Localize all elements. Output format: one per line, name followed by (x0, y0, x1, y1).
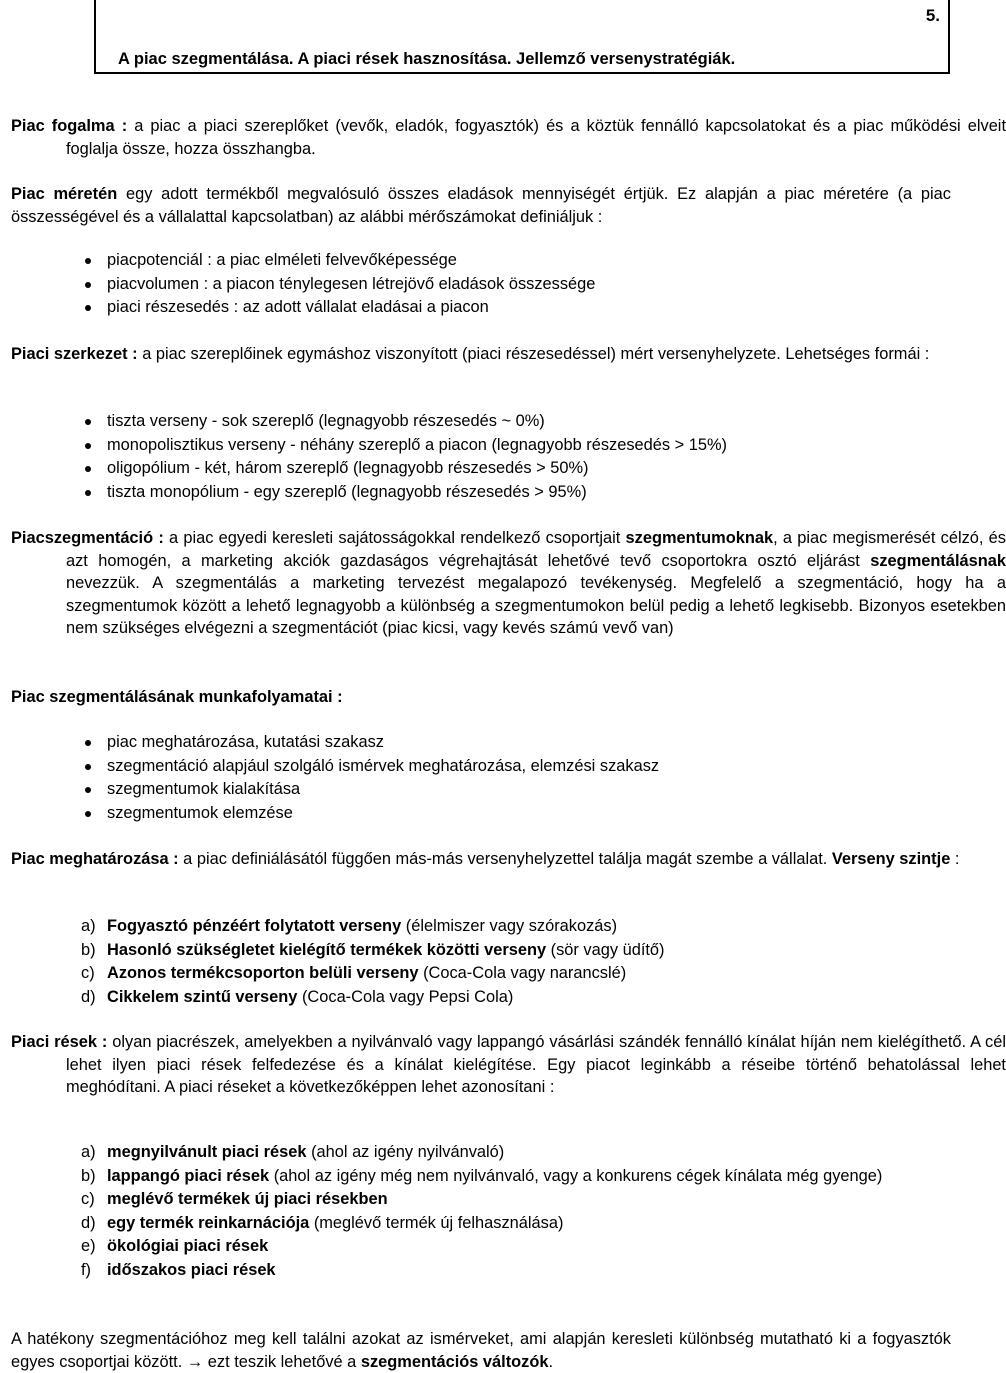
list-item-bold: időszakos piaci rések (107, 1260, 276, 1279)
list-letter: a) (81, 917, 96, 935)
piac-meghatarozasa-paragraph (11, 848, 1006, 871)
list-item-bold: Azonos termékcsoporton belüli verseny (107, 964, 419, 983)
piaci-szerkezet-paragraph (11, 343, 951, 366)
zaro-paragraph (11, 1328, 951, 1373)
meroszamok-list (11, 249, 951, 320)
szegmentacio-text-1: a piac egyedi keresleti sajátosságokkal rendelkező csoportjait (163, 529, 626, 547)
list-item-rest: (meglévő termék új felhasználása) (309, 1213, 564, 1232)
piaci-resek-term: Piaci rések : (11, 1033, 108, 1051)
list-item-bold: Cikkelem szintű verseny (107, 987, 298, 1006)
zaro-text-3: . (548, 1352, 554, 1371)
list-item-rest: (Coca-Cola vagy Pepsi Cola) (297, 987, 514, 1006)
list-item-bold: meglévő termékek új piaci résekben (107, 1190, 388, 1209)
list-item (11, 1259, 951, 1283)
munkafolyamat-title: Piac szegmentálásának munkafolyamatai : (11, 688, 343, 706)
list-letter: f) (81, 1260, 92, 1279)
list-item: piac meghatározása, kutatási szakasz (11, 731, 951, 755)
munkafolyamat-heading (11, 686, 951, 709)
piac-fogalma-term: Piac fogalma : (11, 117, 128, 135)
list-item-bold: ökológiai piaci rések (107, 1237, 269, 1256)
res-tipusok-list (11, 1141, 951, 1283)
list-letter: c) (81, 1190, 95, 1209)
szegmentacio-text-2: , a piac megismerését célzó, és azt homogén, a marketing akciók gazdaságos végrehajtását lehetővé tevő csoportokra osztó eljárást (66, 529, 1006, 570)
list-letter: d) (81, 1213, 96, 1232)
list-item: monopolisztikus verseny - néhány szereplő a piacon (legnagyobb részesedés > 15%) (11, 434, 951, 458)
list-item (11, 915, 951, 939)
piaci-resek-paragraph (11, 1031, 1006, 1099)
list-item: piacpotenciál : a piac elméleti felvevőképessége (11, 249, 951, 273)
list-item: oligopólium - két, három szereplő (legnagyobb részesedés > 50%) (11, 457, 951, 481)
piac-meghatarozasa-text: a piac definiálásától függően más-más versenyhelyzettel találja magát szembe a vállalat. (178, 850, 832, 868)
arrow-right-icon: → (186, 1352, 204, 1371)
list-item-bold: Hasonló szükségletet kielégítő termékek közötti verseny (107, 940, 547, 959)
list-item-rest: (élelmiszer vagy szórakozás) (401, 917, 618, 935)
list-item: piacvolumen : a piacon ténylegesen létrejövő eladások összessége (11, 273, 951, 297)
list-item: tiszta verseny - sok szereplő (legnagyobb részesedés ~ 0%) (11, 410, 951, 434)
page-number: 5. (925, 6, 940, 25)
list-item (11, 939, 951, 963)
piac-fogalma-text: a piac a piaci szereplőket (vevők, eladók, fogyasztók) és a köztük fennálló kapcsolatokat és a piac működési elveit foglalja össze, hozza összhangba. (66, 117, 1006, 158)
piac-meghatarozasa-colon: : (950, 850, 960, 868)
formak-list (11, 410, 951, 504)
list-item-rest: (ahol az igény nyilvánvaló) (306, 1143, 505, 1161)
zaro-text: A hatékony szegmentációhoz meg kell találni azokat az ismérveket, ami alapján keresleti különbség mutatható ki a fogyasztók egyes csoportjai között. (11, 1330, 951, 1371)
verseny-szintje-term: Verseny szintje (831, 850, 951, 868)
list-letter: d) (81, 987, 96, 1006)
piaci-szerkezet-text: a piac szereplőinek egymáshoz viszonyított (piaci részesedéssel) mért versenyhelyzete. Lehetséges formái : (137, 345, 930, 363)
list-item (11, 1212, 951, 1236)
list-item (11, 962, 951, 986)
list-item: tiszta monopólium - egy szereplő (legnagyobb részesedés > 95%) (11, 481, 951, 505)
list-item-bold: megnyilvánult piaci rések (107, 1143, 307, 1161)
szegmentalas-term: szegmentálásnak (870, 551, 1006, 570)
piac-meghatarozasa-term: Piac meghatározása : (11, 850, 179, 868)
list-item-bold: egy termék reinkarnációja (107, 1213, 310, 1232)
list-item-rest: (Coca-Cola vagy narancslé) (418, 964, 627, 983)
verseny-szintek-list (11, 915, 951, 1009)
piac-meret-paragraph (11, 183, 951, 228)
header-box (94, 0, 950, 74)
piac-fogalma-paragraph (11, 115, 1006, 160)
list-item (11, 1141, 951, 1165)
list-item (11, 1165, 951, 1189)
list-item: szegmentumok kialakítása (11, 778, 951, 802)
list-item (11, 1235, 951, 1259)
list-item: szegmentáció alapjául szolgáló ismérvek meghatározása, elemzési szakasz (11, 755, 951, 779)
zaro-text-2: ezt teszik lehetővé a (203, 1352, 361, 1371)
list-item: szegmentumok elemzése (11, 802, 951, 826)
piaci-resek-text: olyan piacrészek, amelyekben a nyilvánvaló vagy lappangó vásárlási szándék fennálló kínálat híján nem kielégíthető. A cél lehet ilyen piaci rések felfedezése és a kínálat kielégítése. Egy piacot leginkább a réseibe történő behatolással lehet meghódítani. A piaci réseket a következőképpen lehet azonosítani : (66, 1033, 1006, 1096)
list-letter: b) (81, 940, 96, 959)
piaci-szerkezet-term: Piaci szerkezet : (11, 345, 138, 363)
list-item-rest: (ahol az igény még nem nyilvánvaló, vagy a konkurens cégek kínálata még gyenge) (269, 1166, 883, 1185)
list-item: piaci részesedés : az adott vállalat eladásai a piacon (11, 296, 951, 320)
list-item (11, 1188, 951, 1212)
szegmentumok-term: szegmentumoknak (625, 529, 774, 547)
list-item-rest: (sör vagy üdítő) (546, 940, 665, 959)
szegmentacios-valtozok-term: szegmentációs változók (360, 1352, 549, 1371)
list-letter: c) (81, 964, 95, 983)
szegmentacio-term: Piacszegmentáció : (11, 529, 164, 547)
list-letter: e) (81, 1237, 96, 1256)
list-item-bold: Fogyasztó pénzéért folytatott verseny (107, 917, 402, 935)
list-letter: a) (81, 1143, 96, 1161)
list-item (11, 986, 951, 1010)
document-title: A piac szegmentálása. A piaci rések hasznosítása. Jellemző versenystratégiák. (118, 50, 736, 68)
list-letter: b) (81, 1166, 96, 1185)
szegmentacio-text-3: nevezzük. A szegmentálás a marketing tervezést megalapozó tevékenység. Megfelelő a szegmentáció, hogy ha a szegmentumok között a lehető legnagyobb a különbség a szegmentumokon belül pedig a lehető legkisebb. Bizonyos esetekben nem szükséges elvégezni a szegmentációt (piac kicsi, vagy kevés számú vevő van) (66, 574, 1006, 637)
szegmentacio-paragraph (11, 527, 1006, 640)
list-item-bold: lappangó piaci rések (107, 1166, 270, 1185)
piac-meret-term: Piac méretén (11, 185, 118, 203)
piac-meret-text: egy adott termékből megvalósuló összes eladások mennyiségét értjük. Ez alapján a piac méretére (a piac összességével és a vállalattal kapcsolatban) az alábbi mérőszámokat definiáljuk : (11, 185, 951, 226)
munkafolyamat-list (11, 731, 951, 825)
